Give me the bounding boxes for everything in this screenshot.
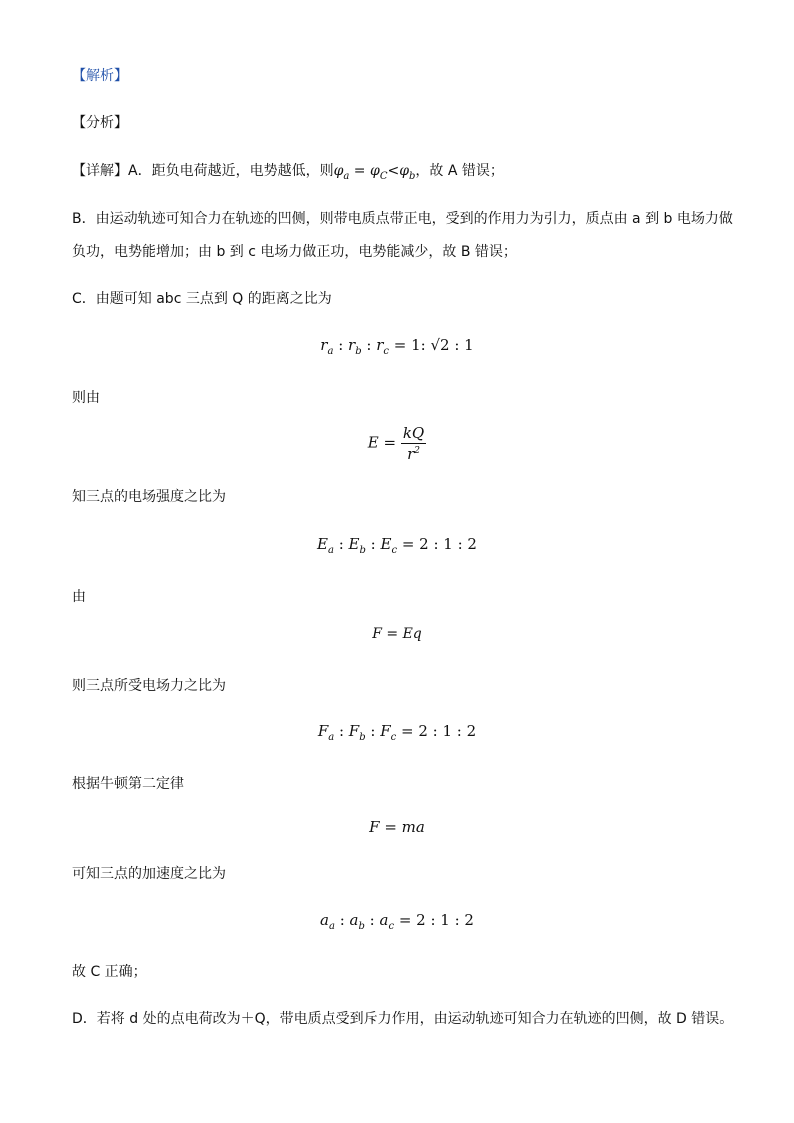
- paragraph-by: 由: [72, 589, 86, 605]
- equation-f-eq: F = Eq: [372, 626, 422, 642]
- e-formula-den: r: [407, 445, 415, 463]
- e-formula-num: kQ: [402, 424, 425, 442]
- equation-r-ratio: $r_a$ : $r_b$ : $r_c = 1$: √2 : 1: [320, 336, 474, 357]
- a-eq: =: [349, 163, 370, 179]
- detail-label: 【详解】: [72, 163, 128, 179]
- phi-a: $\varphi_a$: [333, 163, 350, 182]
- paragraph-force-ratio: 则三点所受电场力之比为: [72, 678, 226, 694]
- paragraph-c-line1: C．由题可知 abc 三点到 Q 的距离之比为: [72, 291, 332, 307]
- paragraph-accel-ratio: 可知三点的加速度之比为: [72, 866, 226, 882]
- equation-e-ratio: $E_a$ : $E_b$ : $E_c = 2$ : 1 : 2: [317, 535, 477, 556]
- paragraph-newton: 根据牛顿第二定律: [72, 776, 184, 792]
- f-ratio-values: 2 : 1 : 2: [418, 722, 477, 740]
- e-ratio-values: 2 : 1 : 2: [419, 535, 477, 553]
- heading-analysis: 【解析】: [72, 68, 128, 84]
- r-ratio-values: 1: √2 : 1: [411, 336, 474, 354]
- phi-c: $\varphi_C$: [370, 163, 388, 182]
- a-text-1: A．距负电荷越近，电势越低，则: [128, 163, 334, 179]
- equation-f-ma: F = ma: [369, 818, 425, 836]
- paragraph-d: D．若将 d 处的点电荷改为＋Q，带电质点受到斥力作用，由运动轨迹可知合力在轨迹的凹侧，故 D 错误。: [72, 1011, 734, 1027]
- paragraph-c-correct: 故 C 正确；: [72, 964, 147, 980]
- paragraph-a: [72, 161, 504, 187]
- heading-fenxi: 【分析】: [72, 115, 128, 131]
- a-text-2: ，故 A 错误；: [415, 163, 504, 179]
- paragraph-field-ratio: 知三点的电场强度之比为: [72, 489, 226, 505]
- equation-e-formula: E = $\frac{kQ}{r^2}$: [367, 424, 425, 463]
- a-lt: <: [387, 163, 400, 179]
- equation-f-ratio: $F_a$ : $F_b$ : $F_c = 2$ : 1 : 2: [317, 722, 477, 743]
- phi-b: $\varphi_b$: [399, 163, 416, 182]
- paragraph-b-line1: B．由运动轨迹可知合力在轨迹的凹侧，则带电质点带正电，受到的作用力为引力，质点由 a 到 b 电场力做: [72, 211, 733, 227]
- equation-a-ratio: $a_a$ : $a_b$ : $a_c = 2$ : 1 : 2: [320, 911, 474, 932]
- paragraph-then-by: 则由: [72, 390, 100, 406]
- paragraph-b-line2: 负功，电势能增加；由 b 到 c 电场力做正功，电势能减少，故 B 错误；: [72, 244, 517, 260]
- a-ratio-values: 2 : 1 : 2: [416, 911, 474, 929]
